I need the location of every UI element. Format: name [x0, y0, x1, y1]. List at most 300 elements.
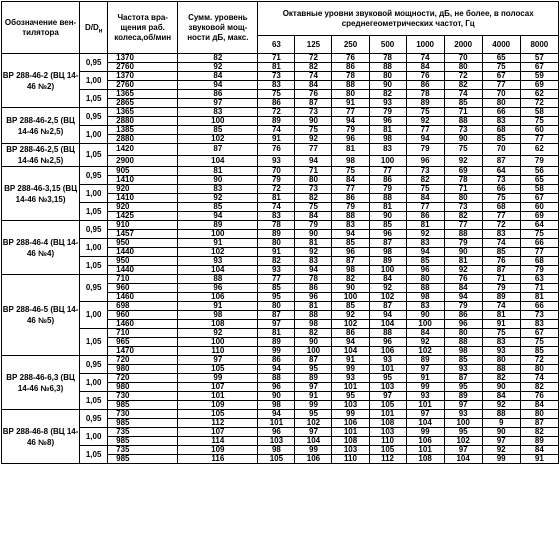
total-sound-power-cell: 94: [178, 212, 258, 221]
octave-level-cell: 56: [520, 167, 558, 176]
freq-header-1000: 1000: [406, 36, 444, 54]
octave-level-cell: 81: [520, 293, 558, 302]
octave-level-cell: 103: [258, 437, 295, 446]
octave-level-cell: 84: [444, 284, 482, 293]
octave-level-cell: 87: [332, 257, 369, 266]
octave-level-cell: 9: [482, 419, 520, 428]
table-row: [2, 54, 559, 63]
octave-level-cell: 94: [406, 135, 444, 144]
octave-level-cell: 95: [444, 428, 482, 437]
octave-level-cell: 83: [332, 221, 369, 230]
rotation-speed-cell: 985: [108, 437, 178, 446]
octave-level-cell: 91: [295, 392, 332, 401]
rotation-speed-cell: 920: [108, 203, 178, 212]
octave-level-cell: 75: [295, 126, 332, 135]
fan-designation-cell: ВР 288-46-5 (ВЦ 14-46 №5): [2, 275, 80, 356]
octave-level-cell: 97: [295, 383, 332, 392]
total-sound-power-cell: 110: [178, 347, 258, 356]
octave-level-cell: 93: [482, 347, 520, 356]
table-row: [2, 392, 559, 401]
octave-level-cell: 104: [444, 455, 482, 464]
octave-level-cell: 75: [406, 185, 444, 194]
octave-level-cell: 79: [295, 221, 332, 230]
octave-level-cell: 79: [332, 203, 369, 212]
octave-level-cell: 86: [406, 212, 444, 221]
octave-level-cell: 74: [406, 54, 444, 63]
octave-level-cell: 70: [258, 167, 295, 176]
octave-level-cell: 58: [520, 108, 558, 117]
octave-level-cell: 85: [369, 221, 406, 230]
octave-level-cell: 80: [520, 410, 558, 419]
octave-level-cell: 85: [258, 284, 295, 293]
octave-level-cell: 76: [520, 392, 558, 401]
rotation-speed-cell: 735: [108, 428, 178, 437]
octave-level-cell: 102: [369, 293, 406, 302]
octave-level-cell: 78: [369, 54, 406, 63]
octave-level-cell: 89: [369, 257, 406, 266]
octave-level-cell: 82: [295, 63, 332, 72]
total-sound-power-cell: 109: [178, 401, 258, 410]
octave-level-cell: 102: [295, 419, 332, 428]
octave-level-cell: 92: [406, 117, 444, 126]
octave-level-cell: 73: [258, 72, 295, 81]
octave-level-cell: 60: [520, 126, 558, 135]
total-sound-power-cell: 91: [178, 239, 258, 248]
octave-level-cell: 81: [369, 126, 406, 135]
diameter-ratio-cell: 1,00: [80, 126, 108, 144]
total-sound-power-cell: 108: [178, 320, 258, 329]
octave-level-cell: 97: [482, 437, 520, 446]
octave-level-cell: 76: [258, 144, 295, 156]
octave-level-cell: 99: [406, 383, 444, 392]
octave-level-cell: 74: [258, 126, 295, 135]
octave-level-cell: 94: [406, 248, 444, 257]
octave-level-cell: 87: [482, 155, 520, 167]
octave-level-cell: 74: [482, 239, 520, 248]
octave-level-cell: 67: [520, 63, 558, 72]
octave-level-cell: 77: [520, 135, 558, 144]
total-sound-power-cell: 112: [178, 419, 258, 428]
octave-level-cell: 76: [295, 90, 332, 99]
octave-level-cell: 105: [369, 401, 406, 410]
octave-level-cell: 90: [444, 248, 482, 257]
octave-level-cell: 80: [444, 329, 482, 338]
octave-level-cell: 85: [444, 99, 482, 108]
rotation-speed-cell: 735: [108, 446, 178, 455]
octave-level-cell: 93: [332, 374, 369, 383]
rotation-speed-cell: 710: [108, 275, 178, 284]
rotation-speed-cell: 985: [108, 401, 178, 410]
octave-level-cell: 93: [369, 99, 406, 108]
octave-level-cell: 96: [332, 248, 369, 257]
total-sound-power-cell: 101: [178, 392, 258, 401]
freq-header-63: 63: [258, 36, 295, 54]
octave-level-cell: 89: [406, 356, 444, 365]
octave-level-cell: 77: [295, 144, 332, 156]
fan-designation-cell: ВР 288-46-6,3 (ВЦ 14-46 №6,3): [2, 356, 80, 410]
octave-level-cell: 80: [332, 90, 369, 99]
octave-level-cell: 77: [520, 248, 558, 257]
octave-level-cell: 106: [406, 437, 444, 446]
fan-designation-cell: ВР 288-46-4 (ВЦ 14-46 №4): [2, 221, 80, 275]
total-sound-power-cell: 102: [178, 135, 258, 144]
octave-level-cell: 99: [295, 401, 332, 410]
octave-level-cell: 80: [258, 302, 295, 311]
octave-level-cell: 75: [295, 203, 332, 212]
octave-level-cell: 82: [444, 81, 482, 90]
octave-level-cell: 105: [258, 455, 295, 464]
total-sound-power-cell: 98: [178, 311, 258, 320]
total-sound-power-cell: 106: [178, 293, 258, 302]
rotation-speed-cell: 1410: [108, 194, 178, 203]
speed-header: Частота вра-щения раб. колеса,об/мин: [108, 2, 178, 54]
octave-level-cell: 68: [482, 203, 520, 212]
octave-level-cell: 76: [482, 257, 520, 266]
octave-level-cell: 81: [406, 221, 444, 230]
octave-level-cell: 96: [295, 293, 332, 302]
octave-level-cell: 69: [520, 212, 558, 221]
octave-level-cell: 89: [482, 293, 520, 302]
octave-level-cell: 95: [295, 410, 332, 419]
octave-level-cell: 71: [482, 275, 520, 284]
octave-level-cell: 101: [369, 365, 406, 374]
octave-level-cell: 85: [482, 135, 520, 144]
table-row: [2, 356, 559, 365]
total-sound-power-cell: 84: [178, 72, 258, 81]
rotation-speed-cell: 1470: [108, 347, 178, 356]
octave-level-cell: 106: [369, 347, 406, 356]
octave-level-cell: 90: [482, 428, 520, 437]
octave-level-cell: 72: [258, 108, 295, 117]
octave-level-cell: 101: [406, 401, 444, 410]
octave-level-cell: 75: [520, 230, 558, 239]
octave-level-cell: 73: [482, 176, 520, 185]
total-sound-power-cell: 83: [178, 185, 258, 194]
rotation-speed-cell: 710: [108, 329, 178, 338]
octave-level-cell: 90: [406, 311, 444, 320]
octave-level-cell: 87: [258, 311, 295, 320]
total-sound-power-cell: 100: [178, 230, 258, 239]
rotation-speed-cell: 1425: [108, 212, 178, 221]
total-sound-power-cell: 93: [178, 257, 258, 266]
total-sound-power-cell: 91: [178, 302, 258, 311]
total-sound-power-cell: 100: [178, 338, 258, 347]
octave-level-cell: 79: [258, 176, 295, 185]
diameter-ratio-cell: 1,00: [80, 72, 108, 90]
octave-level-cell: 84: [406, 329, 444, 338]
octave-level-cell: 93: [444, 410, 482, 419]
diameter-ratio-cell: 0,95: [80, 410, 108, 428]
total-sound-power-cell: 90: [178, 176, 258, 185]
diameter-ratio-cell: 1,05: [80, 144, 108, 167]
fan-designation-cell: ВР 288-46-3,15 (ВЦ 14-46 №3,15): [2, 167, 80, 221]
total-sound-power-cell: 105: [178, 365, 258, 374]
octave-level-cell: 88: [332, 212, 369, 221]
octave-level-cell: 105: [369, 446, 406, 455]
octave-level-cell: 94: [369, 311, 406, 320]
octave-level-cell: 81: [295, 302, 332, 311]
octave-level-cell: 85: [444, 356, 482, 365]
table-row: [2, 374, 559, 383]
octave-levels-header: Октавные уровни звуковой мощности, дБ, не более, в полосах среднегеометрических частот, Гц: [258, 2, 559, 36]
octave-level-cell: 71: [444, 185, 482, 194]
rotation-speed-cell: 980: [108, 383, 178, 392]
octave-level-cell: 63: [520, 275, 558, 284]
octave-level-cell: 70: [444, 54, 482, 63]
octave-level-cell: 90: [332, 284, 369, 293]
rotation-speed-cell: 730: [108, 392, 178, 401]
octave-level-cell: 88: [369, 329, 406, 338]
octave-level-cell: 89: [406, 99, 444, 108]
octave-level-cell: 77: [406, 126, 444, 135]
octave-level-cell: 78: [406, 90, 444, 99]
octave-level-cell: 73: [406, 167, 444, 176]
diameter-ratio-cell: 0,95: [80, 221, 108, 239]
octave-level-cell: 66: [520, 302, 558, 311]
octave-level-cell: 76: [444, 275, 482, 284]
rotation-speed-cell: 1410: [108, 176, 178, 185]
octave-level-cell: 101: [332, 428, 369, 437]
fan-designation-cell: ВР 288-46-8 (ВЦ 14-46 №8): [2, 410, 80, 464]
octave-level-cell: 80: [369, 72, 406, 81]
rotation-speed-cell: 720: [108, 374, 178, 383]
octave-level-cell: 80: [482, 356, 520, 365]
total-sound-power-cell: 92: [178, 194, 258, 203]
octave-level-cell: 104: [332, 347, 369, 356]
octave-level-cell: 96: [258, 383, 295, 392]
octave-level-cell: 79: [520, 266, 558, 275]
octave-level-cell: 86: [258, 356, 295, 365]
rotation-speed-cell: 1460: [108, 293, 178, 302]
octave-level-cell: 104: [295, 437, 332, 446]
octave-level-cell: 103: [332, 401, 369, 410]
octave-level-cell: 100: [332, 293, 369, 302]
rotation-speed-cell: 1370: [108, 54, 178, 63]
table-row: [2, 329, 559, 338]
octave-level-cell: 77: [406, 203, 444, 212]
octave-level-cell: 98: [369, 135, 406, 144]
octave-level-cell: 101: [369, 410, 406, 419]
octave-level-cell: 88: [482, 410, 520, 419]
total-sound-power-cell: 86: [178, 90, 258, 99]
octave-level-cell: 75: [444, 144, 482, 156]
table-row: [2, 275, 559, 284]
octave-level-cell: 80: [258, 239, 295, 248]
octave-level-cell: 69: [444, 167, 482, 176]
table-row: [2, 72, 559, 81]
octave-level-cell: 95: [295, 365, 332, 374]
rotation-speed-cell: 730: [108, 410, 178, 419]
designation-header: Обозначение вен-тилятора: [2, 2, 80, 54]
octave-level-cell: 81: [444, 257, 482, 266]
octave-level-cell: 86: [295, 284, 332, 293]
diameter-ratio-cell: 1,05: [80, 392, 108, 410]
octave-level-cell: 95: [369, 374, 406, 383]
octave-level-cell: 83: [258, 212, 295, 221]
octave-level-cell: 89: [520, 437, 558, 446]
table-row: [2, 126, 559, 135]
octave-level-cell: 75: [258, 90, 295, 99]
rotation-speed-cell: 1365: [108, 108, 178, 117]
octave-level-cell: 87: [369, 302, 406, 311]
rotation-speed-cell: 1440: [108, 266, 178, 275]
freq-header-8000: 8000: [520, 36, 558, 54]
rotation-speed-cell: 2900: [108, 155, 178, 167]
octave-level-cell: 81: [258, 194, 295, 203]
diameter-ratio-cell: 1,00: [80, 185, 108, 203]
octave-level-cell: 94: [258, 365, 295, 374]
diameter-ratio-cell: 0,95: [80, 356, 108, 374]
octave-level-cell: 90: [482, 383, 520, 392]
octave-level-cell: 98: [258, 446, 295, 455]
total-sound-power-cell: 96: [178, 284, 258, 293]
diameter-ratio-cell: 0,95: [80, 167, 108, 185]
octave-level-cell: 100: [369, 266, 406, 275]
octave-level-cell: 87: [520, 419, 558, 428]
octave-level-cell: 79: [369, 185, 406, 194]
octave-level-cell: 92: [482, 401, 520, 410]
octave-level-cell: 96: [258, 428, 295, 437]
octave-level-cell: 93: [258, 266, 295, 275]
total-sound-power-cell: 97: [178, 99, 258, 108]
diameter-ratio-cell: 1,05: [80, 329, 108, 356]
octave-level-cell: 91: [520, 455, 558, 464]
octave-level-cell: 86: [258, 99, 295, 108]
total-sound-power-cell: 104: [178, 155, 258, 167]
octave-level-cell: 81: [258, 63, 295, 72]
rotation-speed-cell: 905: [108, 167, 178, 176]
octave-level-cell: 80: [444, 63, 482, 72]
octave-level-cell: 93: [406, 392, 444, 401]
table-row: [2, 446, 559, 455]
octave-level-cell: 98: [406, 293, 444, 302]
octave-level-cell: 82: [258, 257, 295, 266]
fan-designation-cell: ВР 288-46-2,5 (ВЦ 14-46 №2,5): [2, 144, 80, 167]
table-header: [2, 2, 559, 54]
rotation-speed-cell: 1365: [108, 90, 178, 99]
octave-level-cell: 76: [332, 54, 369, 63]
diameter-ratio-cell: 1,05: [80, 257, 108, 275]
octave-level-cell: 86: [332, 63, 369, 72]
octave-level-cell: 74: [295, 72, 332, 81]
octave-level-cell: 100: [369, 155, 406, 167]
octave-level-cell: 57: [520, 54, 558, 63]
octave-level-cell: 97: [258, 320, 295, 329]
total-sound-power-cell: 85: [178, 203, 258, 212]
rotation-speed-cell: 950: [108, 257, 178, 266]
octave-level-cell: 92: [369, 284, 406, 293]
octave-level-cell: 77: [332, 108, 369, 117]
total-sound-power-cell: 82: [178, 54, 258, 63]
rotation-speed-cell: 965: [108, 338, 178, 347]
octave-level-cell: 94: [258, 410, 295, 419]
octave-level-cell: 98: [295, 320, 332, 329]
fan-designation-cell: ВР 288-46-2,5 (ВЦ 14-46 №2,5): [2, 108, 80, 144]
octave-level-cell: 72: [520, 99, 558, 108]
table-row: [2, 144, 559, 156]
octave-level-cell: 102: [332, 320, 369, 329]
octave-level-cell: 91: [258, 135, 295, 144]
octave-level-cell: 87: [295, 356, 332, 365]
octave-level-cell: 80: [520, 365, 558, 374]
rotation-speed-cell: 2880: [108, 117, 178, 126]
rotation-speed-cell: 960: [108, 284, 178, 293]
octave-level-cell: 72: [520, 356, 558, 365]
rotation-speed-cell: 2880: [108, 135, 178, 144]
octave-level-cell: 80: [482, 99, 520, 108]
octave-level-cell: 75: [482, 329, 520, 338]
table-row: [2, 203, 559, 212]
total-sound-power-cell: 116: [178, 455, 258, 464]
octave-level-cell: 73: [444, 126, 482, 135]
diameter-ratio-cell: 1,00: [80, 302, 108, 329]
octave-level-cell: 62: [520, 144, 558, 156]
octave-level-cell: 83: [295, 257, 332, 266]
octave-level-cell: 73: [295, 108, 332, 117]
octave-level-cell: 94: [444, 293, 482, 302]
rotation-speed-cell: 1457: [108, 230, 178, 239]
octave-level-cell: 92: [332, 311, 369, 320]
octave-level-cell: 85: [332, 302, 369, 311]
octave-level-cell: 83: [369, 144, 406, 156]
freq-header-4000: 4000: [482, 36, 520, 54]
octave-level-cell: 97: [406, 410, 444, 419]
rotation-speed-cell: 2760: [108, 63, 178, 72]
octave-level-cell: 90: [295, 230, 332, 239]
octave-level-cell: 82: [369, 90, 406, 99]
octave-level-cell: 91: [406, 374, 444, 383]
octave-level-cell: 94: [332, 230, 369, 239]
octave-level-cell: 97: [444, 446, 482, 455]
octave-level-cell: 73: [520, 311, 558, 320]
octave-level-cell: 98: [332, 266, 369, 275]
total-sound-power-cell: 114: [178, 437, 258, 446]
octave-level-cell: 72: [482, 221, 520, 230]
octave-level-cell: 101: [332, 383, 369, 392]
octave-level-cell: 88: [295, 311, 332, 320]
octave-level-cell: 62: [520, 90, 558, 99]
octave-level-cell: 98: [332, 155, 369, 167]
octave-level-cell: 66: [482, 108, 520, 117]
octave-level-cell: 88: [444, 117, 482, 126]
octave-level-cell: 96: [369, 117, 406, 126]
octave-level-cell: 71: [444, 108, 482, 117]
octave-level-cell: 80: [406, 275, 444, 284]
octave-level-cell: 82: [295, 194, 332, 203]
octave-level-cell: 85: [406, 257, 444, 266]
octave-level-cell: 95: [332, 392, 369, 401]
octave-level-cell: 88: [369, 194, 406, 203]
octave-level-cell: 98: [444, 347, 482, 356]
octave-level-cell: 79: [444, 302, 482, 311]
octave-level-cell: 78: [258, 221, 295, 230]
octave-level-cell: 86: [406, 81, 444, 90]
octave-level-cell: 72: [258, 185, 295, 194]
octave-level-cell: 99: [332, 410, 369, 419]
octave-level-cell: 81: [332, 144, 369, 156]
octave-level-cell: 74: [258, 203, 295, 212]
octave-level-cell: 82: [406, 176, 444, 185]
table-body: [2, 54, 559, 464]
octave-level-cell: 71: [520, 284, 558, 293]
octave-level-cell: 81: [482, 311, 520, 320]
octave-level-cell: 78: [332, 72, 369, 81]
octave-level-cell: 90: [369, 212, 406, 221]
octave-level-cell: 79: [332, 126, 369, 135]
table-row: [2, 221, 559, 230]
table-row: [2, 257, 559, 266]
octave-level-cell: 59: [520, 72, 558, 81]
